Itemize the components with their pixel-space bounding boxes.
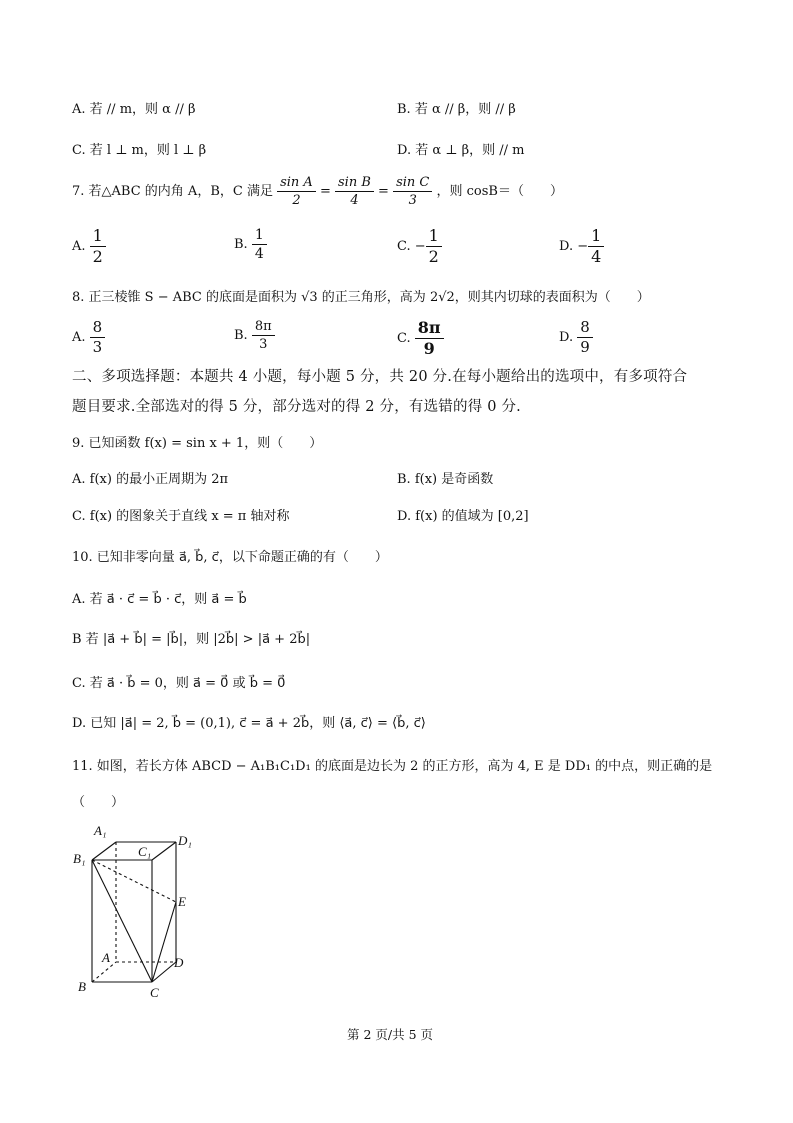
option-fraction [426, 228, 442, 265]
option-text: 若 l ⊥ m，则 l ⊥ β [89, 143, 207, 158]
q6-option-d [397, 144, 525, 157]
option-letter: C. [72, 143, 86, 158]
q9-option-b [397, 473, 493, 486]
option-letter: A. [72, 330, 86, 345]
denominator: 2 [428, 247, 439, 266]
q10-stem: 10. 已知非零向量 a⃗, b⃗, c⃗，以下命题正确的有（ ） [72, 550, 388, 565]
q7-stem: 7. 若△ABC 的内角 A，B，C 满足 $\frac{\text{sin A}}{2}$ = $\frac{\text{sin B}}{4}$ = $\frac{\text{sin C}}{3}$ ，则 cosB＝（ ） [72, 175, 563, 208]
denominator: 2 [92, 247, 103, 266]
option-text: 若 α // β，则 // β [414, 102, 516, 117]
segment-c-e [152, 902, 176, 982]
option-letter: B. [397, 472, 411, 487]
option-sign: − [577, 239, 589, 254]
q8-option-b [234, 320, 275, 351]
q8-option-c [397, 320, 444, 357]
label-b: B [78, 979, 86, 994]
option-letter: B. [397, 102, 411, 117]
numerator: 8π [415, 320, 444, 339]
option-text: 若 // m，则 α // β [89, 102, 196, 117]
edge-b1-a1 [92, 842, 116, 860]
q7-fraction-a [277, 176, 316, 207]
option-letter: A. [72, 472, 86, 487]
numerator: sin B [335, 176, 374, 192]
edge-c1-d1 [152, 842, 176, 860]
segment-b1-c [92, 860, 152, 982]
option-text: f(x) 的值域为 [0,2] [415, 509, 529, 524]
q7-option-d [559, 228, 604, 265]
denominator: 9 [580, 338, 590, 356]
q8-option-d [559, 320, 593, 355]
q7-stem-post: ，则 cosB＝（ ） [436, 184, 563, 199]
section-heading-line2: 题目要求.全部选对的得 5 分，部分选对的得 2 分，有选错的得 0 分. [72, 399, 521, 415]
q9-stem: 9. 已知函数 f(x) = sin x + 1，则（ ） [72, 436, 323, 451]
q6-option-a [72, 103, 195, 116]
label-e: E [178, 894, 186, 909]
option-letter: B. [234, 237, 248, 252]
option-letter: B. [234, 328, 248, 343]
option-fraction [577, 320, 593, 355]
denominator: 3 [259, 337, 268, 352]
q10-option-b: B 若 |a⃗ + b⃗| = |b⃗|，则 |2b⃗| > |a⃗ + 2b⃗| [72, 632, 311, 647]
option-letter: D. [559, 239, 574, 254]
option-letter: A. [72, 239, 86, 254]
denominator: 4 [350, 193, 359, 208]
option-text: f(x) 的最小正周期为 2π [89, 472, 229, 487]
option-fraction [90, 320, 106, 355]
label-a: A [102, 950, 110, 965]
option-fraction [252, 320, 275, 351]
option-text: 若 α ⊥ β，则 // m [415, 143, 525, 158]
option-letter: D. [559, 330, 574, 345]
q9-option-d [397, 510, 529, 523]
edge-c-d [152, 962, 176, 982]
denominator: 9 [423, 339, 435, 358]
numerator: 8 [90, 320, 106, 338]
option-letter: A. [72, 102, 86, 117]
q9-option-c [72, 510, 289, 523]
denominator: 4 [591, 247, 602, 266]
numerator: 1 [252, 228, 267, 245]
q10-option-a: A. 若 a⃗ · c⃗ = b⃗ · c⃗，则 a⃗ = b⃗ [72, 592, 247, 607]
option-letter: D. [397, 509, 412, 524]
option-letter: D. [397, 143, 412, 158]
q11-paren: （ ） [72, 795, 125, 810]
q7-fraction-b [335, 176, 374, 207]
q8-option-a [72, 320, 105, 355]
segment-b1-e-hidden [92, 860, 176, 902]
section-heading-line1: 二、多项选择题：本题共 4 小题，每小题 5 分，共 20 分.在每小题给出的选项中，有多项符合 [72, 369, 688, 385]
q9-option-a [72, 473, 228, 486]
label-d1: D₁ [178, 833, 192, 848]
q11-stem: 11. 如图，若长方体 ABCD − A₁B₁C₁D₁ 的底面是边长为 2 的正方形，高为 4, E 是 DD₁ 的中点，则正确的是 [72, 759, 713, 774]
option-letter: C. [397, 331, 411, 346]
label-a1: A₁ [94, 823, 107, 838]
option-letter: C. [397, 239, 411, 254]
q7-option-b [234, 228, 267, 261]
option-text: f(x) 的图象关于直线 x = π 轴对称 [89, 509, 290, 524]
cuboid-figure [70, 820, 210, 1000]
q10-option-d: D. 已知 |a⃗| = 2, b⃗ = (0,1), c⃗ = a⃗ + 2b⃗，则 ⟨a⃗, c⃗⟩ = ⟨b⃗, c⃗⟩ [72, 716, 426, 731]
denominator: 3 [92, 338, 103, 356]
option-fraction [90, 228, 106, 265]
numerator: 1 [588, 228, 604, 247]
label-b1: B₁ [73, 851, 86, 866]
label-d: D [174, 955, 184, 970]
numerator: 1 [90, 228, 106, 247]
option-text: f(x) 是奇函数 [414, 472, 494, 487]
denominator: 2 [292, 193, 301, 208]
q10-option-c: C. 若 a⃗ · b⃗ = 0，则 a⃗ = 0⃗ 或 b⃗ = 0⃗ [72, 676, 286, 691]
q6-option-c [72, 144, 206, 157]
numerator: 1 [426, 228, 442, 247]
q7-stem-pre: 7. 若△ABC 的内角 A，B，C 满足 [72, 184, 273, 199]
option-fraction [415, 320, 444, 357]
denominator: 3 [408, 193, 417, 208]
option-letter: C. [72, 509, 86, 524]
q6-option-b [397, 103, 516, 116]
q7-fraction-c [393, 176, 432, 207]
q8-stem: 8. 正三棱锥 S − ABC 的底面是面积为 √3 的正三角形，高为 2√2，则其内切球的表面积为（ ） [72, 290, 650, 305]
option-fraction [588, 228, 604, 265]
numerator: sin A [277, 176, 316, 192]
q7-option-c [397, 228, 442, 265]
denominator: 4 [254, 246, 264, 262]
numerator: sin C [393, 176, 432, 192]
numerator: 8π [252, 320, 275, 336]
option-fraction [252, 228, 267, 261]
label-c1: C₁ [138, 844, 152, 859]
q7-option-a [72, 228, 106, 265]
numerator: 8 [577, 320, 593, 338]
edge-b-a-hidden [92, 962, 116, 982]
page-footer: 第 2 页/共 5 页 [347, 1027, 434, 1042]
label-c: C [150, 985, 159, 1000]
option-sign: − [414, 239, 426, 254]
